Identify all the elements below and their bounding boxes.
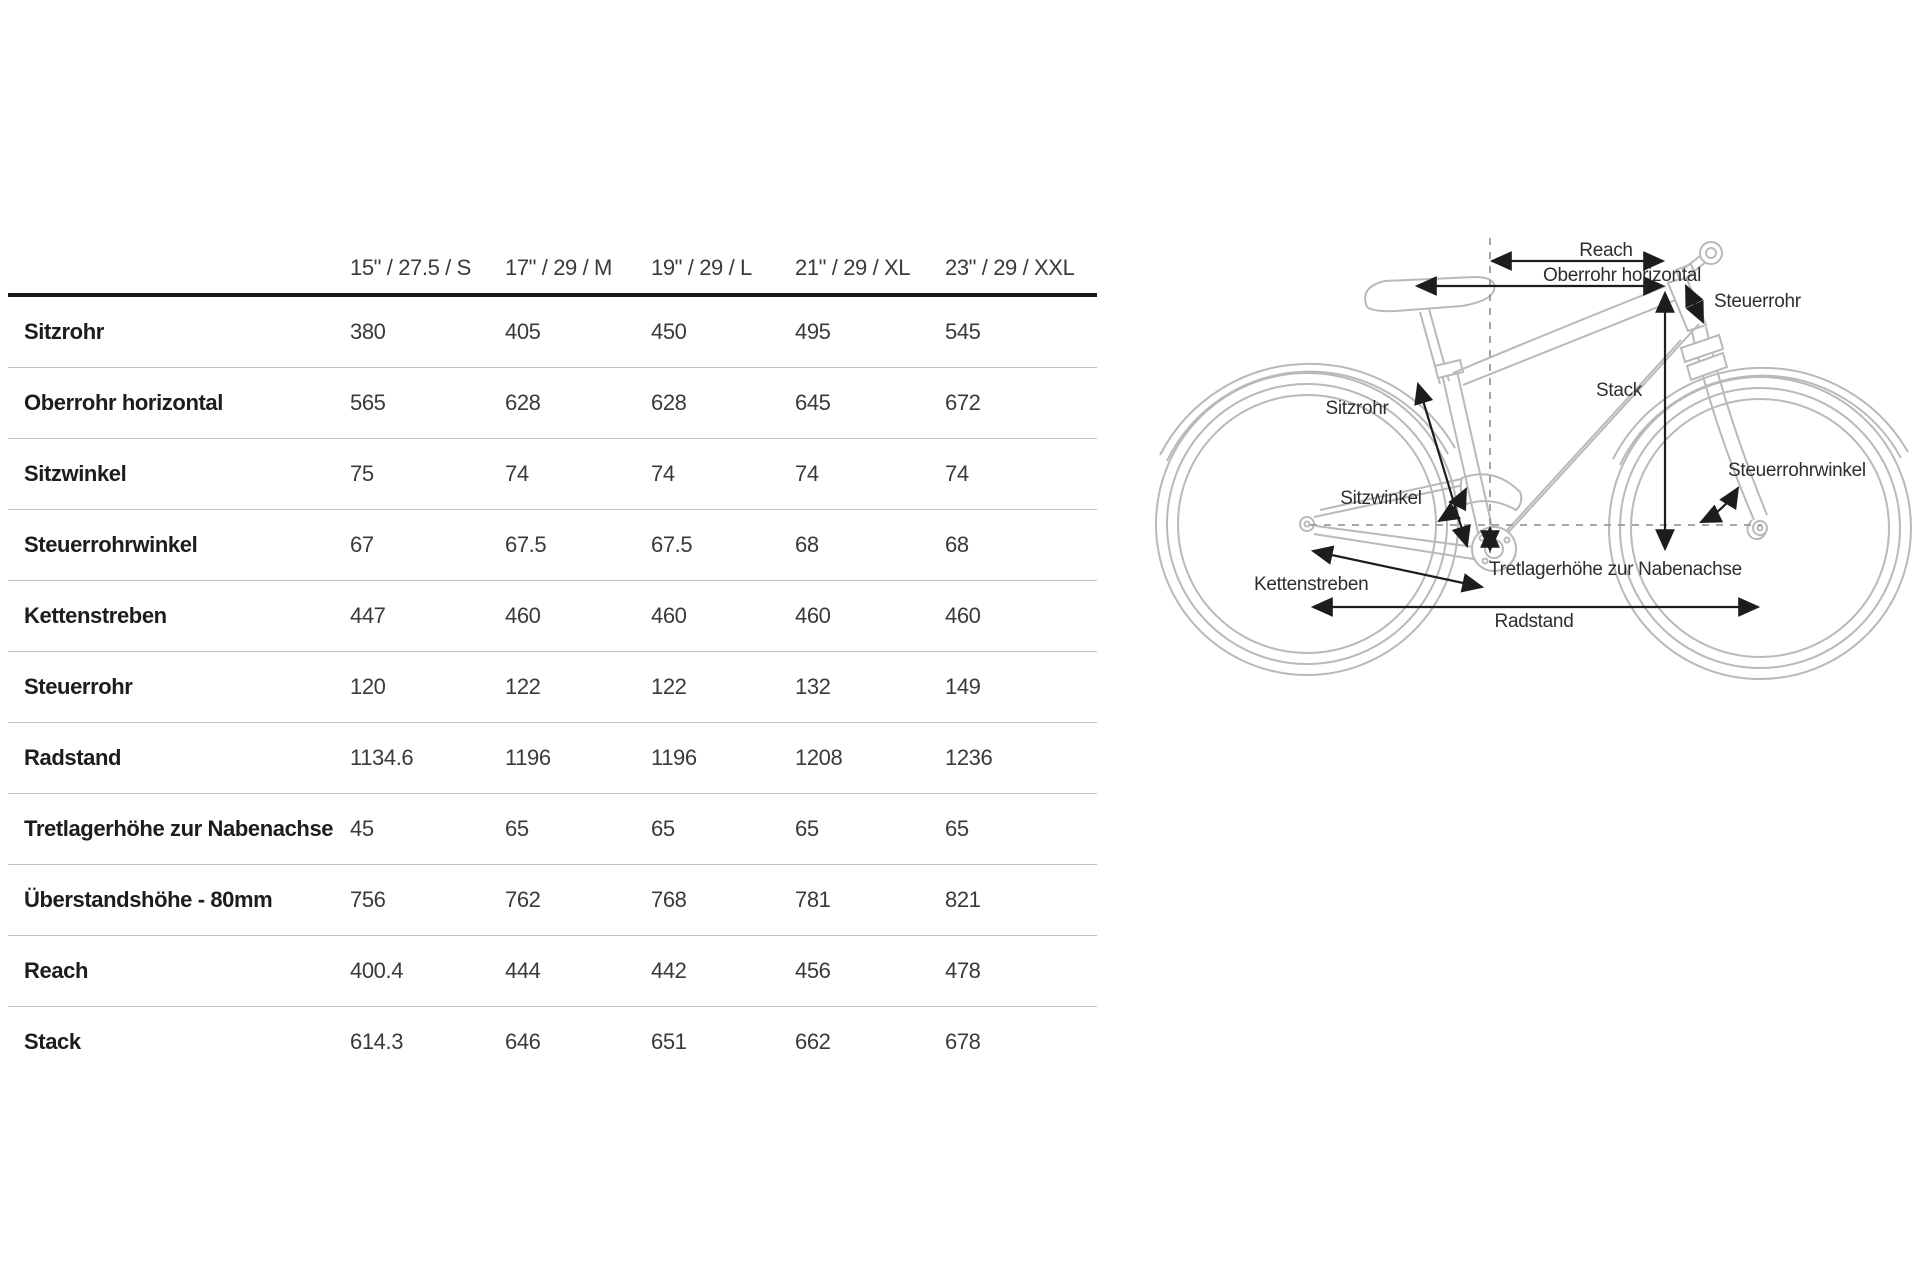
- front-wheel: [1609, 377, 1911, 679]
- cell-value: 122: [651, 674, 687, 699]
- label-steuerrohrwinkel: Steuerrohrwinkel: [1728, 460, 1866, 481]
- cell-value: 74: [945, 461, 969, 486]
- cell-value: 781: [795, 887, 831, 912]
- cell-value: 442: [651, 958, 687, 983]
- cell-value: 651: [651, 1029, 687, 1054]
- row-label: Steuerrohr: [24, 674, 133, 699]
- cell-value: 405: [505, 319, 541, 344]
- cell-value: 74: [505, 461, 529, 486]
- table-header-row: [8, 224, 1097, 297]
- cell-value: 628: [505, 390, 541, 415]
- row-label: Oberrohr horizontal: [24, 390, 223, 415]
- table-row-sitzwinkel: [8, 439, 1097, 510]
- cell-value: 75: [350, 461, 374, 486]
- row-label: Radstand: [24, 745, 122, 770]
- cell-value: 400.4: [350, 958, 404, 983]
- cell-value: 565: [350, 390, 386, 415]
- label-reach: Reach: [1579, 240, 1633, 261]
- row-label: Stack: [24, 1029, 81, 1054]
- cell-value: 380: [350, 319, 386, 344]
- cell-value: 821: [945, 887, 981, 912]
- label-oberrohr: Oberrohr horizontal: [1543, 265, 1701, 286]
- cell-value: 614.3: [350, 1029, 404, 1054]
- cell-value: 460: [945, 603, 981, 628]
- cell-value: 762: [505, 887, 541, 912]
- cell-value: 450: [651, 319, 687, 344]
- table-row-steuerrohrwinkel: [8, 510, 1097, 581]
- cell-value: 678: [945, 1029, 981, 1054]
- steuerrohrwinkel-arc-arrow: [1701, 488, 1738, 522]
- cell-value: 460: [795, 603, 831, 628]
- label-sitzwinkel: Sitzwinkel: [1340, 488, 1422, 509]
- table-row-radstand: [8, 723, 1097, 794]
- cell-value: 132: [795, 674, 831, 699]
- cell-value: 444: [505, 958, 541, 983]
- cell-value: 1208: [795, 745, 843, 770]
- cell-value: 149: [945, 674, 981, 699]
- header-size-m: 17" / 29 / M: [505, 255, 612, 280]
- header-empty: [8, 281, 350, 293]
- cell-value: 672: [945, 390, 981, 415]
- row-label: Kettenstreben: [24, 603, 167, 628]
- fenders: [1160, 364, 1908, 465]
- table-row-reach: [8, 936, 1097, 1007]
- cell-value: 662: [795, 1029, 831, 1054]
- cell-value: 460: [651, 603, 687, 628]
- cell-value: 68: [945, 532, 969, 557]
- header-size-xl: 21" / 29 / XL: [795, 255, 911, 280]
- cell-value: 545: [945, 319, 981, 344]
- cell-value: 67.5: [651, 532, 693, 557]
- cell-value: 67.5: [505, 532, 547, 557]
- row-label: Steuerrohrwinkel: [24, 532, 198, 557]
- cell-value: 646: [505, 1029, 541, 1054]
- label-kettenstreben: Kettenstreben: [1254, 574, 1369, 595]
- cell-value: 74: [795, 461, 819, 486]
- sitzrohr-arrow: [1418, 384, 1467, 546]
- cell-value: 65: [795, 816, 819, 841]
- row-label: Sitzrohr: [24, 319, 104, 344]
- label-tretlagerhoehe: Tretlagerhöhe zur Nabenachse: [1489, 559, 1742, 580]
- cell-value: 65: [505, 816, 529, 841]
- cell-value: 478: [945, 958, 981, 983]
- cell-value: 1134.6: [350, 745, 414, 770]
- cell-value: 122: [505, 674, 541, 699]
- cell-value: 68: [795, 532, 819, 557]
- cell-value: 67: [350, 532, 374, 557]
- cell-value: 65: [651, 816, 675, 841]
- label-steuerrohr: Steuerrohr: [1714, 291, 1801, 312]
- label-radstand: Radstand: [1494, 611, 1574, 632]
- row-label: Reach: [24, 958, 89, 983]
- header-size-s: 15" / 27.5 / S: [350, 255, 471, 280]
- row-label: Sitzwinkel: [24, 461, 127, 486]
- label-sitzrohr: Sitzrohr: [1325, 398, 1389, 419]
- cell-value: 460: [505, 603, 541, 628]
- cell-value: 645: [795, 390, 831, 415]
- cell-value: 447: [350, 603, 386, 628]
- cell-value: 628: [651, 390, 687, 415]
- table-row-stack: [8, 1007, 1097, 1077]
- table-row-sitzrohr: [8, 297, 1097, 368]
- cell-value: 1196: [651, 745, 697, 770]
- cell-value: 74: [651, 461, 675, 486]
- label-stack: Stack: [1595, 380, 1643, 401]
- table-row-oberrohr: [8, 368, 1097, 439]
- table-row-tretlagerhoehe: [8, 794, 1097, 865]
- rear-wheel: [1156, 373, 1458, 675]
- cell-value: 65: [945, 816, 969, 841]
- table-row-ueberstandshoehe: [8, 865, 1097, 936]
- geometry-table: [8, 224, 1097, 1077]
- cell-value: 120: [350, 674, 386, 699]
- cell-value: 45: [350, 816, 374, 841]
- cell-value: 756: [350, 887, 386, 912]
- cell-value: 768: [651, 887, 687, 912]
- row-label: Überstandshöhe - 80mm: [24, 887, 273, 912]
- cell-value: 495: [795, 319, 831, 344]
- cell-value: 456: [795, 958, 831, 983]
- bike-geometry-diagram: [1130, 160, 1920, 680]
- table-row-steuerrohr: [8, 652, 1097, 723]
- cell-value: 1196: [505, 745, 551, 770]
- cell-value: 1236: [945, 745, 993, 770]
- table-row-kettenstreben: [8, 581, 1097, 652]
- row-label: Tretlagerhöhe zur Nabenachse: [24, 816, 334, 841]
- header-size-l: 19" / 29 / L: [651, 255, 752, 280]
- header-size-xxl: 23" / 29 / XXL: [945, 255, 1075, 280]
